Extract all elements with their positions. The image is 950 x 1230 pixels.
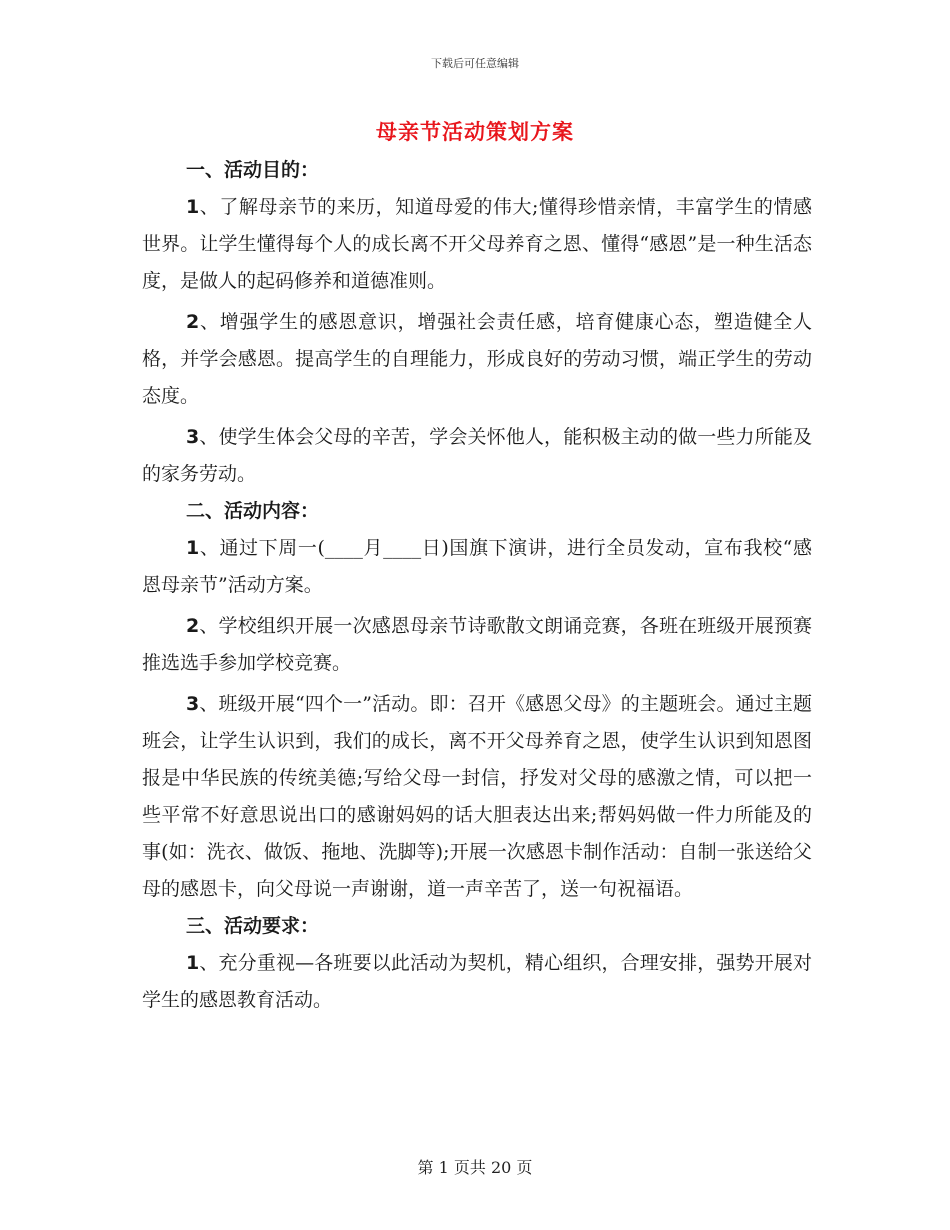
paragraph [142, 686, 812, 908]
paragraph [142, 189, 812, 300]
paragraph-text: 、学校组织开展一次感恩母亲节诗歌散文朗诵竞赛，各班在班级开展预赛推选选手参加学校竞赛。 [142, 615, 812, 674]
item-number: 2 [186, 311, 200, 333]
item-number: 2 [186, 615, 200, 637]
document-body [142, 152, 812, 1019]
section-heading-content: 二、活动内容： [186, 500, 320, 522]
paragraph-text: 、充分重视—各班要以此活动为契机，精心组织，合理安排，强势开展对学生的感恩教育活动。 [142, 952, 812, 1011]
page-number-footer: 第 1 页共 20 页 [417, 1158, 533, 1177]
section-heading-purpose: 一、活动目的： [186, 159, 320, 181]
paragraph-text: 、班级开展“四个一”活动。即：召开《感恩父母》的主题班会。通过主题班会，让学生认识到，我们的成长，离不开父母养育之恩，使学生认识到知恩图报是中华民族的传统美德;写给父母一封信，抒发对父母的感激之情，可以把一些平常不好意思说出口的感谢妈妈的话大胆表达出来;帮妈妈做一件力所能及的事(如：洗衣、做饭、拖地、洗脚等);开展一次感恩卡制作活动：自制一张送给父母的感恩卡，向父母说一声谢谢，道一声辛苦了，送一句祝福语。 [142, 693, 812, 900]
paragraph [142, 945, 812, 1019]
item-number: 3 [186, 426, 200, 448]
paragraph-text: 、使学生体会父母的辛苦，学会关怀他人，能积极主动的做一些力所能及的家务劳动。 [142, 426, 812, 485]
section-heading-requirements: 三、活动要求： [186, 915, 320, 937]
paragraph [142, 530, 812, 604]
paragraph-text: 、增强学生的感恩意识，增强社会责任感，培育健康心态，塑造健全人格，并学会感恩。提高学生的自理能力，形成良好的劳动习惯，端正学生的劳动态度。 [142, 311, 812, 407]
paragraph-text: 、通过下周一(____月____日)国旗下演讲，进行全员发动，宣布我校“感恩母亲节”活动方案。 [142, 537, 812, 596]
paragraph [142, 419, 812, 493]
item-number: 3 [186, 693, 200, 715]
paragraph-text: 、了解母亲节的来历，知道母爱的伟大;懂得珍惜亲情，丰富学生的情感世界。让学生懂得每个人的成长离不开父母养育之恩、懂得“感恩”是一种生活态度，是做人的起码修养和道德准则。 [142, 196, 812, 292]
paragraph [142, 608, 812, 682]
document-title: 母亲节活动策划方案 [376, 120, 574, 144]
item-number: 1 [186, 952, 200, 974]
item-number: 1 [186, 196, 200, 218]
item-number: 1 [186, 537, 200, 559]
paragraph [142, 304, 812, 415]
page-header-note: 下载后可任意编辑 [431, 57, 519, 70]
